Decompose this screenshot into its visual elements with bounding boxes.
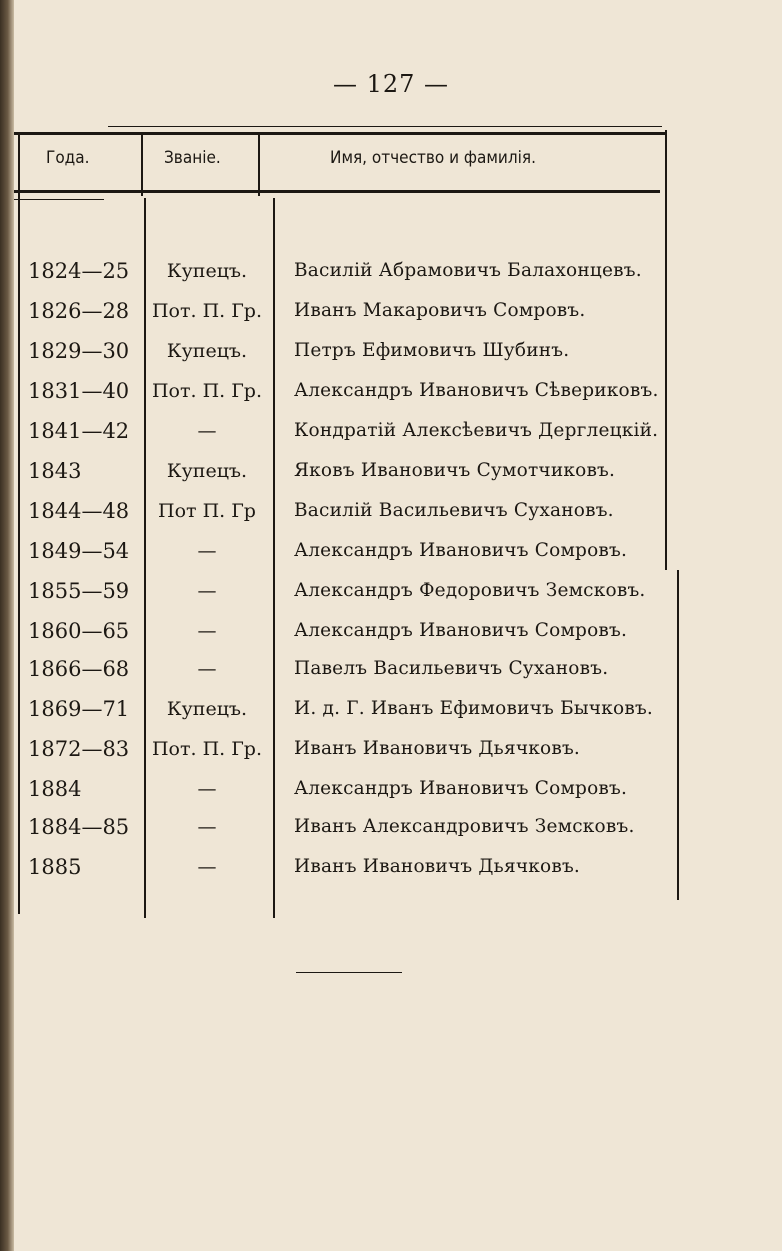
row-name: Александръ Ивановичъ Сомровъ. xyxy=(294,620,628,641)
row-name: Александръ Ивановичъ Сѣвериковъ. xyxy=(294,380,659,401)
row-rank: — xyxy=(197,816,217,838)
table-row xyxy=(0,332,782,370)
row-years: 1885 xyxy=(28,855,82,879)
table-row xyxy=(0,412,782,450)
column-divider-2 xyxy=(258,134,260,196)
row-years: 1860—65 xyxy=(28,619,130,643)
row-rank: Пот. П. Гр. xyxy=(151,300,263,322)
row-years: 1824—25 xyxy=(28,259,130,283)
row-rank: Купецъ. xyxy=(166,340,248,362)
row-name: Иванъ Александровичъ Земсковъ. xyxy=(294,816,635,837)
row-name: Петръ Ефимовичъ Шубинъ. xyxy=(294,340,570,361)
table-row xyxy=(0,532,782,570)
header-name: Имя, отчество и фамилія. xyxy=(330,148,536,168)
row-rank: Купецъ. xyxy=(166,698,248,720)
row-rank: Пот. П. Гр. xyxy=(151,380,263,402)
table-row xyxy=(0,730,782,768)
row-years: 1829—30 xyxy=(28,339,130,363)
row-rank: Купецъ. xyxy=(166,260,248,282)
row-name: Александръ Ивановичъ Сомровъ. xyxy=(294,778,628,799)
table-top-rule xyxy=(14,132,666,135)
table-row xyxy=(0,492,782,530)
header-bottom-rule xyxy=(14,190,660,193)
header-rank: Званіе. xyxy=(164,148,221,168)
row-name: Иванъ Макаровичъ Сомровъ. xyxy=(294,300,586,321)
row-name: И. д. Г. Иванъ Ефимовичъ Бычковъ. xyxy=(294,698,654,719)
row-years: 1855—59 xyxy=(28,579,130,603)
row-rank: — xyxy=(197,856,217,878)
row-years: 1849—54 xyxy=(28,539,130,563)
row-name: Павелъ Васильевичъ Сухановъ. xyxy=(294,658,609,679)
row-rank: — xyxy=(197,540,217,562)
row-rank: Пот. П. Гр. xyxy=(151,738,263,760)
row-years: 1884—85 xyxy=(28,815,130,839)
table-row xyxy=(0,612,782,650)
row-rank: Купецъ. xyxy=(166,460,248,482)
row-years: 1869—71 xyxy=(28,697,130,721)
table-top-rule-thin xyxy=(108,126,662,127)
row-name: Александръ Федоровичъ Земсковъ. xyxy=(294,580,646,601)
table-row xyxy=(0,292,782,330)
row-rank: Пот П. Гр xyxy=(158,500,256,522)
table-row xyxy=(0,770,782,808)
row-rank: — xyxy=(197,778,217,800)
column-divider-1 xyxy=(141,134,143,196)
table-row xyxy=(0,690,782,728)
row-years: 1826—28 xyxy=(28,299,130,323)
row-name: Иванъ Ивановичъ Дьячковъ. xyxy=(294,738,581,759)
row-rank: — xyxy=(197,620,217,642)
table-row xyxy=(0,372,782,410)
row-years: 1872—83 xyxy=(28,737,130,761)
table-row xyxy=(0,808,782,846)
page-number: — 127 — xyxy=(332,70,450,98)
table-row xyxy=(0,572,782,610)
table-row xyxy=(0,452,782,490)
row-name: Василій Абрамовичъ Балахонцевъ. xyxy=(294,260,642,281)
table-row xyxy=(0,650,782,688)
row-name: Кондратій Алексѣевичъ Дерглецкій. xyxy=(294,420,659,441)
row-years: 1866—68 xyxy=(28,657,130,681)
table-row xyxy=(0,848,782,886)
header-years: Года. xyxy=(46,148,90,168)
row-name: Иванъ Ивановичъ Дьячковъ. xyxy=(294,856,581,877)
row-years: 1843 xyxy=(28,459,82,483)
row-rank: — xyxy=(197,580,217,602)
row-years: 1841—42 xyxy=(28,419,130,443)
row-years: 1844—48 xyxy=(28,499,130,523)
row-name: Василій Васильевичъ Сухановъ. xyxy=(294,500,614,521)
row-rank: — xyxy=(197,658,217,680)
row-name: Яковъ Ивановичъ Сумотчиковъ. xyxy=(294,460,616,481)
header-bottom-rule-thin xyxy=(14,199,104,200)
row-years: 1831—40 xyxy=(28,379,130,403)
table-row xyxy=(0,252,782,290)
row-years: 1884 xyxy=(28,777,82,801)
row-name: Александръ Ивановичъ Сомровъ. xyxy=(294,540,628,561)
end-rule xyxy=(296,972,402,973)
row-rank: — xyxy=(197,420,217,442)
